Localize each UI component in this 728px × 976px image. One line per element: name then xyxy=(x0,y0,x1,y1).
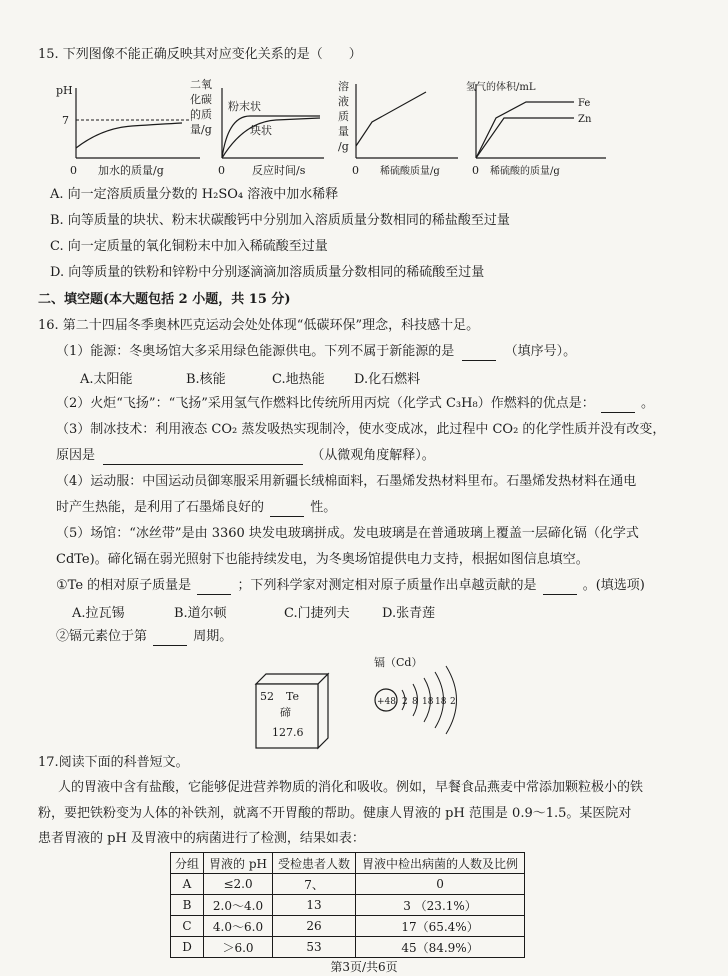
q16-part2-blank[interactable] xyxy=(601,398,635,413)
q16-part3-text: 原因是 xyxy=(56,448,96,463)
cd-shell-4: 18 xyxy=(435,697,447,707)
cd-title: 镉（Cd） xyxy=(374,656,423,669)
graph2-ylabel-1: 二氧 xyxy=(190,78,212,91)
graph3-ylabel-4: 量 xyxy=(338,125,349,138)
table-cell: 13 xyxy=(273,895,356,916)
table-header-group: 分组 xyxy=(171,853,204,874)
graph1-origin: 0 xyxy=(70,164,77,177)
q16-part4-end: 性。 xyxy=(310,500,337,515)
table-cell: ≤2.0 xyxy=(204,874,273,895)
graph4-line2-label: Zn xyxy=(578,114,592,125)
cd-shell-5: 2 xyxy=(450,697,456,707)
q16-part5-scientist-blank[interactable] xyxy=(543,580,577,595)
graph2-ylabel-2: 化碳 xyxy=(190,93,212,106)
table-cell: 4.0～6.0 xyxy=(204,916,273,937)
q16-part1-options xyxy=(80,368,480,386)
table-cell: 0 xyxy=(356,874,525,895)
q17-para-line2: 粉，要把铁粉变为人体的补铁剂，就离不开胃酸的帮助。健康人胃液的 pH 范围是 0.9～1.5。某医院对 xyxy=(38,806,632,821)
table-header-patients: 受检患者人数 xyxy=(273,853,356,874)
q16-part5-option-d: D.张青莲 xyxy=(382,606,436,621)
q16-part2 xyxy=(56,395,654,413)
q15-option-b: B. 向等质量的块状、粉末状碳酸钙中分别加入溶质质量分数相同的稀盐酸至过量 xyxy=(50,213,510,228)
q15-graph-co2 xyxy=(188,74,328,180)
q16-part3-line2 xyxy=(56,447,435,465)
q16-part5-option-a: A.拉瓦锡 xyxy=(72,606,125,621)
q17-result-table xyxy=(170,852,525,958)
q16-part1-option-b: B.核能 xyxy=(186,372,226,387)
graph2-origin: 0 xyxy=(218,164,225,177)
q16-part5-te-text: ①Te 的相对原子质量是 xyxy=(56,578,192,593)
q16-part5-period-end: 周期。 xyxy=(193,629,233,644)
q15-option-c: C. 向一定质量的氧化铜粉末中加入稀硫酸至过量 xyxy=(50,239,328,254)
section2-title: 二、填空题(本大题包括 2 小题，共 15 分) xyxy=(38,292,291,307)
table-cell: 2.0～4.0 xyxy=(204,895,273,916)
graph4-ylabel: 氢气的体积/mL xyxy=(466,82,536,93)
page-footer: 第3页/共6页 xyxy=(330,960,398,974)
table-row xyxy=(171,916,525,937)
q16-stem: 16. 第二十四届冬季奥林匹克运动会处处体现“低碳环保”理念，科技感十足。 xyxy=(38,318,480,333)
q15-graph-solution xyxy=(336,78,462,180)
table-cell: B xyxy=(171,895,204,916)
graph3-ylabel-2: 液 xyxy=(338,95,349,108)
q16-part5-option-b: B.道尔顿 xyxy=(174,606,227,621)
q16-part2-end: 。 xyxy=(640,396,654,411)
graph3-origin: 0 xyxy=(352,164,359,177)
q16-part1-text: （1）能源：冬奥场馆大多采用绿色能源供电。下列不属于新能源的是 xyxy=(56,344,455,359)
graph2-ylabel-3: 的质 xyxy=(190,108,212,121)
te-element-cell xyxy=(252,672,332,752)
te-mass: 127.6 xyxy=(272,726,304,739)
te-name: 碲 xyxy=(280,706,291,719)
q16-part5-period-text: ②镉元素位于第 xyxy=(56,629,148,644)
te-number: 52 xyxy=(260,690,274,703)
graph1-ylabel: pH xyxy=(56,84,73,97)
graph3-ylabel-5: /g xyxy=(338,140,349,153)
table-cell: 53 xyxy=(273,937,356,958)
q16-part5-line5 xyxy=(56,628,232,646)
q15-graph-hydrogen xyxy=(466,78,616,180)
cd-nucleus: +48 xyxy=(377,697,396,707)
cd-shell-1: 2 xyxy=(402,697,408,707)
q15-option-d: D. 向等质量的铁粉和锌粉中分别逐滴滴加溶质质量分数相同的稀硫酸至过量 xyxy=(50,265,485,280)
q16-part4-line1: （4）运动服：中国运动员御寒服采用新疆长绒棉面料，石墨烯发热材料里布。石墨烯发热材料在通电 xyxy=(56,474,637,489)
graph4-origin: 0 xyxy=(472,164,479,177)
q16-part1-option-a: A.太阳能 xyxy=(80,372,133,387)
q16-part3-end: （从微观角度解释）。 xyxy=(311,448,435,463)
cd-shell-3: 18 xyxy=(422,697,434,707)
q16-part1-option-c: C.地热能 xyxy=(272,372,325,387)
graph2-curve1-label: 粉末状 xyxy=(228,100,261,113)
table-cell: D xyxy=(171,937,204,958)
table-cell: A xyxy=(171,874,204,895)
table-row xyxy=(171,937,525,958)
graph1-ytick: 7 xyxy=(62,114,69,127)
graph2-xlabel: 反应时间/s xyxy=(252,164,306,177)
q16-part5-option-c: C.门捷列夫 xyxy=(284,606,350,621)
table-cell: 3 （23.1%） xyxy=(356,895,525,916)
q16-part5-period-blank[interactable] xyxy=(153,631,187,646)
q16-part4-line2 xyxy=(56,499,336,517)
q16-part3-line1: （3）制冰技术：利用液态 CO₂ 蒸发吸热实现制冷，使水变成冰，此过程中 CO₂ 的化学性质并没有改变， xyxy=(56,422,666,437)
table-cell: ＞6.0 xyxy=(204,937,273,958)
table-cell: 45（84.9%） xyxy=(356,937,525,958)
table-cell: 17（65.4%） xyxy=(356,916,525,937)
graph3-ylabel-3: 质 xyxy=(338,110,349,123)
q15-graph-ph xyxy=(52,80,202,180)
q16-part1-blank[interactable] xyxy=(462,346,496,361)
graph4-xlabel: 稀硫酸的质量/g xyxy=(490,166,560,177)
table-header-bacteria: 胃液中检出病菌的人数及比例 xyxy=(356,853,525,874)
table-header-ph: 胃液的 pH xyxy=(204,853,273,874)
graph2-ylabel-4: 量/g xyxy=(190,123,212,136)
q16-part4-text: 时产生热能，是利用了石墨烯良好的 xyxy=(56,500,265,515)
q16-part5-scientist-text: ；下列科学家对测定相对原子质量作出卓越贡献的是 xyxy=(237,578,537,593)
cd-shell-2: 8 xyxy=(412,697,418,707)
q16-part5-line2: CdTe)。碲化镉在弱光照射下也能持续发电，为冬奥场馆提供电力支持，根据如图信息填空。 xyxy=(56,552,589,567)
table-cell: C xyxy=(171,916,204,937)
q16-part5-line1: （5）场馆：“冰丝带”是由 3360 块发电玻璃拼成。发电玻璃是在普通玻璃上覆盖一层碲化镉（化学式 xyxy=(56,526,639,541)
graph3-xlabel: 稀硫酸质量/g xyxy=(380,166,440,177)
q16-part2-text: （2）火炬“飞扬”：“飞扬”采用氢气作燃料比传统所用丙烷（化学式 C₃H₈）作燃料的优点是： xyxy=(56,396,595,411)
graph4-line1-label: Fe xyxy=(578,98,591,109)
q15-stem: 15. 下列图像不能正确反映其对应变化关系的是（ ） xyxy=(38,47,362,62)
q16-part5-options xyxy=(72,602,492,620)
q16-part3-blank[interactable] xyxy=(103,450,303,465)
q16-part1-option-d: D.化石燃料 xyxy=(354,372,421,387)
table-header-row xyxy=(171,853,525,874)
q16-part1 xyxy=(56,343,576,361)
q17-para-line3: 患者胃液的 pH 及胃液中的病菌进行了检测，结果如表： xyxy=(38,831,365,846)
q16-part5-scientist-end: 。(填选项) xyxy=(582,578,645,593)
q17-title: 17.阅读下面的科普短文。 xyxy=(38,755,189,770)
table-row xyxy=(171,895,525,916)
q17-para-line1: 人的胃液中含有盐酸，它能够促进营养物质的消化和吸收。例如，早餐食品燕麦中常添加颗粒极小的铁 xyxy=(58,780,644,795)
graph2-curve2-label: 块状 xyxy=(250,124,272,137)
table-cell: 7、 xyxy=(273,874,356,895)
te-symbol: Te xyxy=(286,690,299,703)
q16-part5-te-blank[interactable] xyxy=(197,580,231,595)
q16-part1-end: （填序号）。 xyxy=(504,344,577,359)
table-cell: 26 xyxy=(273,916,356,937)
cd-atom-structure xyxy=(366,650,496,750)
q16-part4-blank[interactable] xyxy=(270,502,304,517)
graph3-ylabel-1: 溶 xyxy=(338,80,349,93)
q16-part5-line3 xyxy=(56,577,645,595)
table-row xyxy=(171,874,525,895)
q15-option-a: A. 向一定溶质质量分数的 H₂SO₄ 溶液中加水稀释 xyxy=(50,187,339,202)
graph1-xlabel: 加水的质量/g xyxy=(98,164,164,177)
